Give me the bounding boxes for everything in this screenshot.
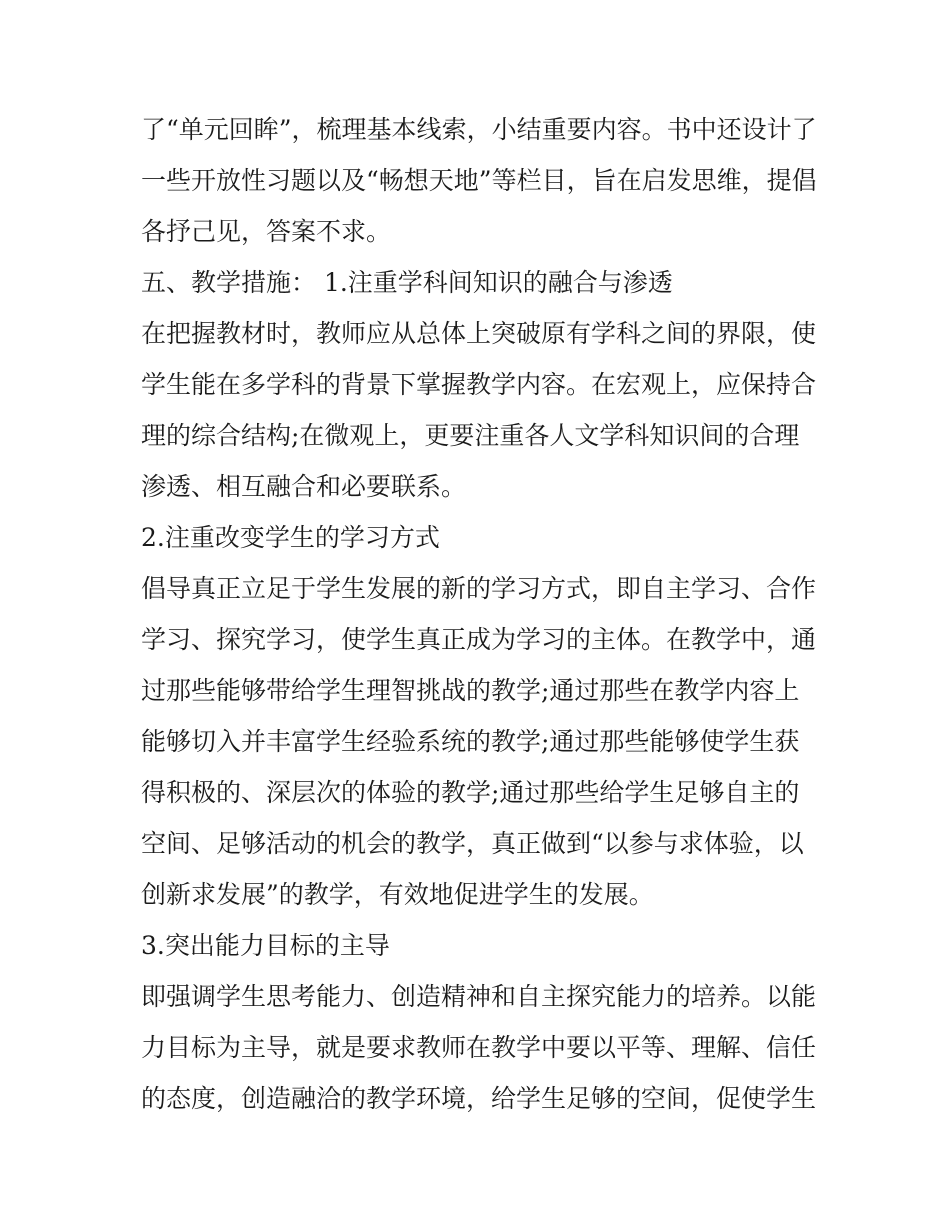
subsection-heading: 3.突出能力目标的主导 bbox=[141, 931, 390, 960]
body-text-line: 一些开放性习题以及“畅想天地”等栏目，旨在启发思维，提倡 bbox=[141, 166, 817, 195]
body-text-line: 过那些能够带给学生理智挑战的教学;通过那些在教学内容上 bbox=[141, 676, 800, 705]
body-text-line: 得积极的、深层次的体验的教学;通过那些给学生足够自主的 bbox=[141, 778, 800, 807]
body-text-line: 学生能在多学科的背景下掌握教学内容。在宏观上，应保持合 bbox=[141, 370, 817, 399]
body-text-line: 力目标为主导，就是要求教师在教学中要以平等、理解、信任 bbox=[141, 1033, 817, 1062]
body-text-line: 的态度，创造融洽的教学环境，给学生足够的空间，促使学生 bbox=[141, 1084, 817, 1113]
body-text-line: 倡导真正立足于学生发展的新的学习方式，即自主学习、合作 bbox=[141, 574, 817, 603]
body-text-line: 能够切入并丰富学生经验系统的教学;通过那些能够使学生获 bbox=[141, 727, 800, 756]
body-text-line: 渗透、相互融合和必要联系。 bbox=[141, 472, 467, 501]
body-text-line: 在把握教材时，教师应从总体上突破原有学科之间的界限，使 bbox=[141, 319, 817, 348]
subsection-heading: 2.注重改变学生的学习方式 bbox=[141, 523, 440, 552]
section-heading: 五、教学措施： 1.注重学科间知识的融合与渗透 bbox=[141, 268, 673, 297]
body-text-line: 创新求发展”的教学，有效地促进学生的发展。 bbox=[141, 880, 654, 909]
body-text-line: 即强调学生思考能力、创造精神和自主探究能力的培养。以能 bbox=[141, 982, 817, 1011]
body-text-line: 空间、足够活动的机会的教学，真正做到“以参与求体验，以 bbox=[141, 829, 804, 858]
body-text-line: 学习、探究学习，使学生真正成为学习的主体。在教学中，通 bbox=[141, 625, 817, 654]
body-text-line: 各抒己见，答案不求。 bbox=[141, 217, 392, 246]
body-text-line: 理的综合结构;在微观上，更要注重各人文学科知识间的合理 bbox=[141, 421, 800, 450]
body-text-line: 了“单元回眸”，梳理基本线索，小结重要内容。书中还设计了 bbox=[141, 115, 817, 144]
